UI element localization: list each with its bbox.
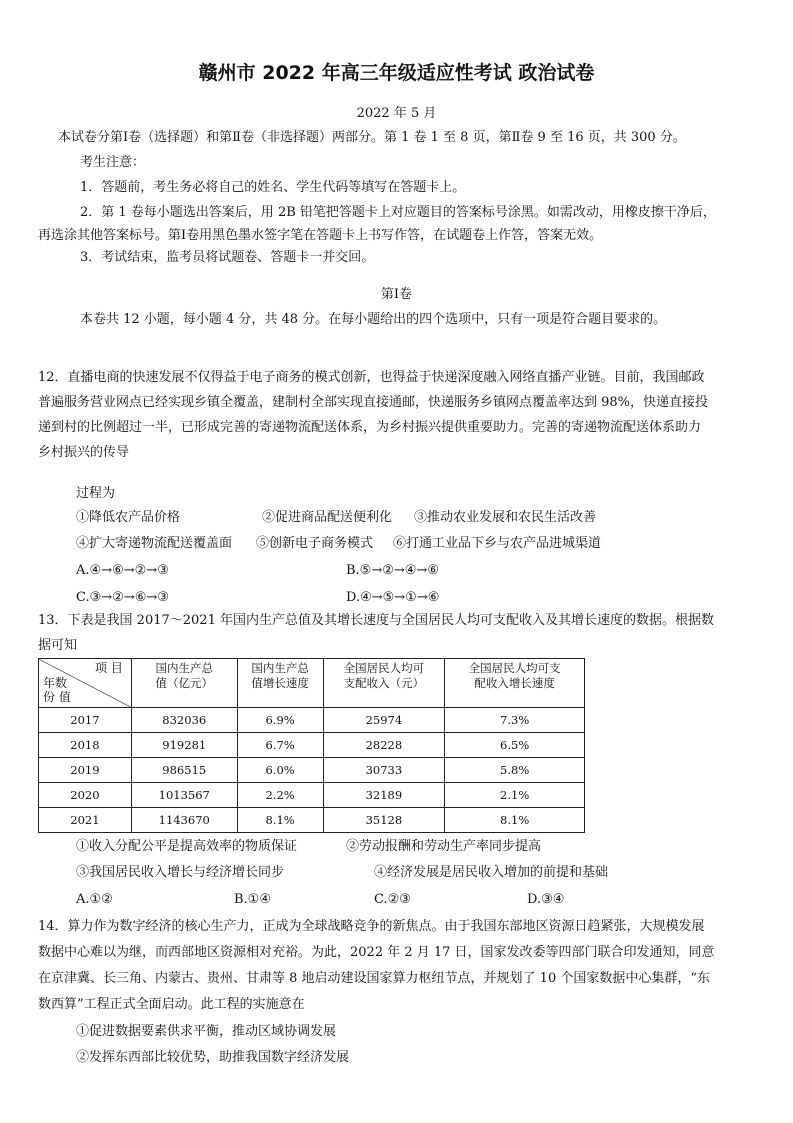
corner-bottom-label-2: 份 值 [43,690,71,704]
section-instructions: 本卷共 12 小题，每小题 4 分，共 48 分。在每小题给出的四个选项中，只有一项是符合题目要求的。 [80,312,667,327]
table-row [39,733,585,758]
header-text: 国内生产总 值增长速度 [251,661,309,690]
table-cell: 1013567 [131,783,237,808]
q12-line: 普遍服务营业网点已经实现乡镇全覆盖，建制村全部实现直接通邮，快递服务乡镇网点覆盖率达到 98%，快递直接投 [38,395,709,410]
intro-line: 本试卷分第Ⅰ卷（选择题）和第Ⅱ卷（非选择题）两部分。第 1 卷 1 至 8 页，第Ⅱ卷 9 至 16 页，共 300 分。 [58,130,686,145]
notice-item-2-cont: 再选涂其他答案标号。第Ⅰ卷用黑色墨水签字笔在答题卡上书写作答，在试题卷上作答，答案无效。 [38,228,603,243]
q13-option-c[interactable]: C.②③ [374,892,411,907]
table-cell: 2020 [39,783,132,808]
q12-statement-2: ②促进商品配送便利化 [262,510,393,525]
q12-line: 递到村的比例超过一半，已形成完善的寄递物流配送体系，为乡村振兴提供重要助力。完善的寄递物流配送体系助力 [38,420,702,435]
q12-statement-1: ①降低农产品价格 [76,510,181,525]
table-cell: 2017 [39,708,132,733]
notice-heading: 考生注意： [80,155,146,170]
notice-item-3: 3．考试结束，监考员将试题卷、答题卡一并交回。 [80,250,375,265]
q14-line: 在京津冀、长三角、内蒙古、贵州、甘肃等 8 地启动建设国家算力枢纽节点，并规划了 10 个国家数据中心集群，“东 [38,971,710,986]
table-cell: 2019 [39,758,132,783]
table-row [39,708,585,733]
q12-line: 过程为 [76,486,116,501]
column-header [323,659,445,708]
table-cell: 986515 [131,758,237,783]
q13-statement-4: ④经济发展是居民收入增加的前提和基础 [374,865,609,880]
table-cell: 28228 [323,733,445,758]
q13-option-b[interactable]: B.①④ [234,892,271,907]
notice-item-2: 2．第 1 卷每小题选出答案后，用 2B 铅笔把答题卡上对应题目的答案标号涂黑。如需改动，用橡皮擦干净后， [80,205,716,220]
q12-line: 乡村振兴的传导 [38,445,130,460]
table-cell: 25974 [323,708,445,733]
q13-statement-3: ③我国居民收入增长与经济增长同步 [76,865,285,880]
table-row [39,758,585,783]
table-cell: 7.3% [445,708,585,733]
notice-item-1: 1．答题前，考生务必将自己的姓名、学生代码等填写在答题卡上。 [80,180,466,195]
table-corner-cell [39,659,132,708]
header-text: 全国居民人均可 支配收入（元） [343,661,425,690]
table-cell: 1143670 [131,808,237,833]
table-cell: 32189 [323,783,445,808]
gdp-income-table [38,658,585,833]
q14-statement-1: ①促进数据要素供求平衡，推动区域协调发展 [76,1024,337,1039]
q12-line: 12．直播电商的快速发展不仅得益于电子商务的模式创新，也得益于快递深度融入网络直播产业链。目前，我国邮政 [38,370,705,385]
q12-statement-4: ④扩大寄递物流配送覆盖面 [76,536,233,551]
table-cell: 6.5% [445,733,585,758]
table-cell: 35128 [323,808,445,833]
q13-statement-1: ①收入分配公平是提高效率的物质保证 [76,839,298,854]
column-header [237,659,323,708]
table-cell: 6.9% [237,708,323,733]
table-cell: 2.1% [445,783,585,808]
q12-statement-3: ③推动农业发展和农民生活改善 [414,510,597,525]
q13-option-a[interactable]: A.①② [76,892,113,907]
column-header [445,659,585,708]
q13-line: 据可知 [38,638,78,653]
q12-statement-6: ⑥打通工业品下乡与农产品进城渠道 [393,536,602,551]
table-cell: 8.1% [237,808,323,833]
table-header-row [39,659,585,708]
table-cell: 2021 [39,808,132,833]
q14-line: 数西算”工程正式全面启动。此工程的实施意在 [38,997,305,1012]
table-row [39,808,585,833]
table-cell: 8.1% [445,808,585,833]
q12-option-a[interactable]: A.④→⑥→②→③ [76,563,169,578]
q14-line: 数据中心难以为继，而西部地区资源相对充裕。为此，2022 年 2 月 17 日，国家发改委等四部门联合印发通知，同意 [38,945,715,960]
q13-statement-2: ②劳动报酬和劳动生产率同步提高 [346,839,542,854]
q13-option-d[interactable]: D.③④ [527,892,565,907]
q14-statement-2: ②发挥东西部比较优势，助推我国数字经济发展 [76,1050,350,1065]
table-cell: 30733 [323,758,445,783]
table-cell: 832036 [131,708,237,733]
header-text: 国内生产总 值（亿元） [155,661,213,690]
column-header [131,659,237,708]
table-row [39,783,585,808]
q14-line: 14．算力作为数字经济的核心生产力，正成为全球战略竞争的新焦点。由于我国东部地区资源日趋紧张，大规模发展 [38,919,705,934]
q13-line: 13．下表是我国 2017～2021 年国内生产总值及其增长速度与全国居民人均可支配收入及其增长速度的数据。根据数 [38,613,714,628]
exam-date: 2022 年 5 月 [356,106,437,121]
table-cell: 2.2% [237,783,323,808]
table-cell: 2018 [39,733,132,758]
q12-option-b[interactable]: B.⑤→②→④→⑥ [346,563,439,578]
q12-statement-5: ⑤创新电子商务模式 [256,536,374,551]
table-cell: 6.7% [237,733,323,758]
exam-title: 赣州市 2022 年高三年级适应性考试 政治试卷 [198,62,595,84]
table-cell: 919281 [131,733,237,758]
corner-bottom-label-1: 年数 [43,676,68,690]
corner-top-label: 项 目 [95,661,123,675]
table-cell: 6.0% [237,758,323,783]
header-text: 全国居民人均可支 配收入增长速度 [468,661,561,690]
q12-option-c[interactable]: C.③→②→⑥→③ [76,590,169,605]
section-title: 第Ⅰ卷 [380,287,413,302]
q12-option-d[interactable]: D.④→⑤→①→⑥ [346,590,440,605]
table-cell: 5.8% [445,758,585,783]
